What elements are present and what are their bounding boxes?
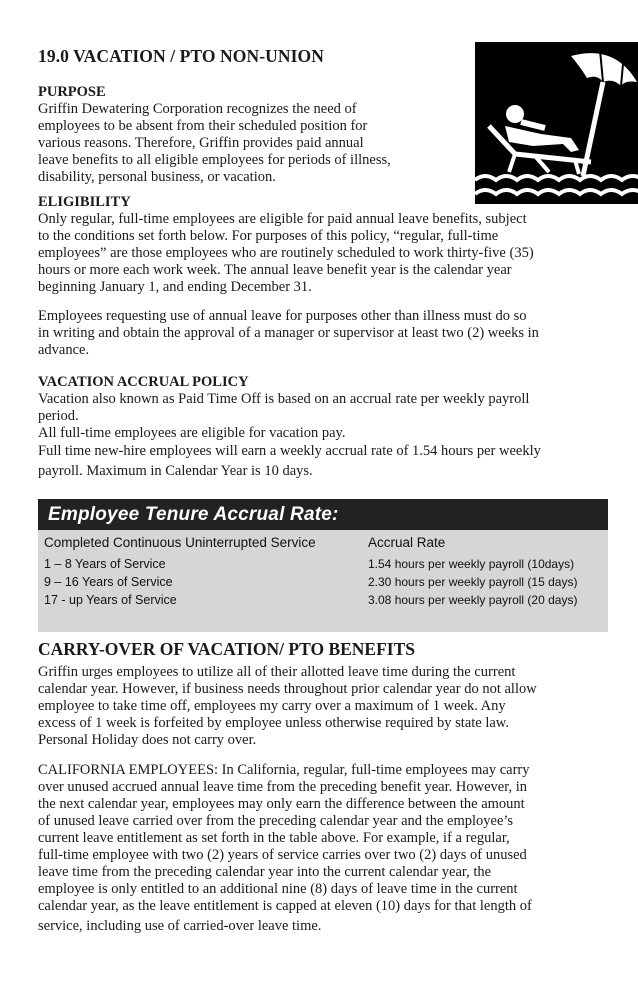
carry-over-heading: CARRY-OVER OF VACATION/ PTO BENEFITS bbox=[38, 639, 416, 659]
text-line: Vacation also known as Paid Time Off is based on an accrual rate per weekly payroll bbox=[38, 391, 530, 407]
text-line: service, including use of carried-over leave time. bbox=[38, 918, 322, 934]
california-employees-text bbox=[38, 762, 608, 937]
text-line: employees to be absent from their scheduled position for bbox=[38, 118, 368, 134]
table-title: Employee Tenure Accrual Rate: bbox=[48, 503, 339, 525]
text-line: full-time employee with two (2) years of service carries over two (2) days of unused bbox=[38, 847, 527, 863]
text-line: Full time new-hire employees will earn a weekly accrual rate of 1.54 hours per weekly bbox=[38, 443, 541, 459]
text-line: in writing and obtain the approval of a manager or supervisor at least two (2) weeks in bbox=[38, 325, 539, 341]
accrual-policy-section bbox=[38, 374, 608, 482]
text-line: calendar year, as the leave entitlement is capped at eleven (10) days for that length of bbox=[38, 898, 532, 914]
text-line: Only regular, full-time employees are eligible for paid annual leave benefits, subject bbox=[38, 211, 527, 227]
table-rows bbox=[38, 557, 608, 611]
section-title: 19.0 VACATION / PTO NON-UNION bbox=[38, 46, 325, 66]
service-cell: 1 – 8 Years of Service bbox=[44, 557, 166, 571]
column-header-rate: Accrual Rate bbox=[368, 535, 446, 550]
eligibility-section bbox=[38, 194, 608, 296]
text-line: Personal Holiday does not carry over. bbox=[38, 732, 257, 748]
text-line: leave benefits to all eligible employees for periods of illness, bbox=[38, 152, 391, 168]
accrual-policy-heading: VACATION ACCRUAL POLICY bbox=[38, 374, 249, 390]
text-line: payroll. Maximum in Calendar Year is 10 days. bbox=[38, 463, 313, 479]
leave-request-paragraph bbox=[38, 308, 608, 359]
text-line: Employees requesting use of annual leave for purposes other than illness must do so bbox=[38, 308, 527, 324]
text-line: excess of 1 week is forfeited by employee unless otherwise required by state law. bbox=[38, 715, 509, 731]
text-line: period. bbox=[38, 408, 79, 424]
purpose-section bbox=[38, 84, 438, 186]
text-line: CALIFORNIA EMPLOYEES: In California, regular, full-time employees may carry bbox=[38, 762, 530, 778]
service-cell: 17 - up Years of Service bbox=[44, 593, 177, 607]
column-header-service: Completed Continuous Uninterrupted Service bbox=[44, 535, 316, 550]
text-line: Griffin urges employees to utilize all of their allotted leave time during the current bbox=[38, 664, 516, 680]
text-line: leave time from the preceding calendar year into the current calendar year, the bbox=[38, 864, 492, 880]
service-cell: 9 – 16 Years of Service bbox=[44, 575, 173, 589]
text-line: advance. bbox=[38, 342, 90, 358]
rate-cell: 1.54 hours per weekly payroll (10days) bbox=[368, 557, 575, 571]
text-line: beginning January 1, and ending December 31. bbox=[38, 279, 312, 295]
rate-cell: 2.30 hours per weekly payroll (15 days) bbox=[368, 575, 578, 589]
text-line: to the conditions set forth below. For purposes of this policy, “regular, full-time bbox=[38, 228, 499, 244]
text-line: employees” are those employees who are routinely scheduled to work thirty-five (35) bbox=[38, 245, 534, 261]
text-line: All full-time employees are eligible for vacation pay. bbox=[38, 425, 346, 441]
text-line: over unused accrued annual leave time from the preceding benefit year. However, in bbox=[38, 779, 527, 795]
text-line: employee to take time off, employees my carry over a maximum of 1 week. Any bbox=[38, 698, 506, 714]
text-line: current leave entitlement as set forth in the table above. For example, if a regular, bbox=[38, 830, 510, 846]
beach-umbrella-lounge-chair-icon bbox=[475, 42, 638, 204]
text-line: calendar year. However, if business needs throughout prior calendar year do not allow bbox=[38, 681, 537, 697]
purpose-text bbox=[38, 101, 438, 186]
table-row bbox=[38, 557, 608, 575]
text-line: the next calendar year, employees may only earn the difference between the amount bbox=[38, 796, 525, 812]
text-line: hours or more each work week. The annual leave benefit year is the calendar year bbox=[38, 262, 512, 278]
text-line: various reasons. Therefore, Griffin provides paid annual bbox=[38, 135, 364, 151]
text-line: disability, personal business, or vacation. bbox=[38, 169, 276, 185]
text-line: Griffin Dewatering Corporation recognizes the need of bbox=[38, 101, 357, 117]
eligibility-text bbox=[38, 211, 608, 296]
text-line: of unused leave carried over from the preceding calendar year and the employee’s bbox=[38, 813, 514, 829]
purpose-heading: PURPOSE bbox=[38, 84, 106, 100]
tenure-accrual-table bbox=[38, 499, 608, 632]
accrual-policy-text bbox=[38, 391, 608, 482]
table-row bbox=[38, 593, 608, 611]
table-title-bar bbox=[38, 499, 608, 530]
rate-cell: 3.08 hours per weekly payroll (20 days) bbox=[368, 593, 578, 607]
table-row bbox=[38, 575, 608, 593]
text-line: employee is only entitled to an additional nine (8) days of leave time in the current bbox=[38, 881, 518, 897]
eligibility-heading: ELIGIBILITY bbox=[38, 194, 131, 210]
carry-over-text bbox=[38, 664, 608, 749]
